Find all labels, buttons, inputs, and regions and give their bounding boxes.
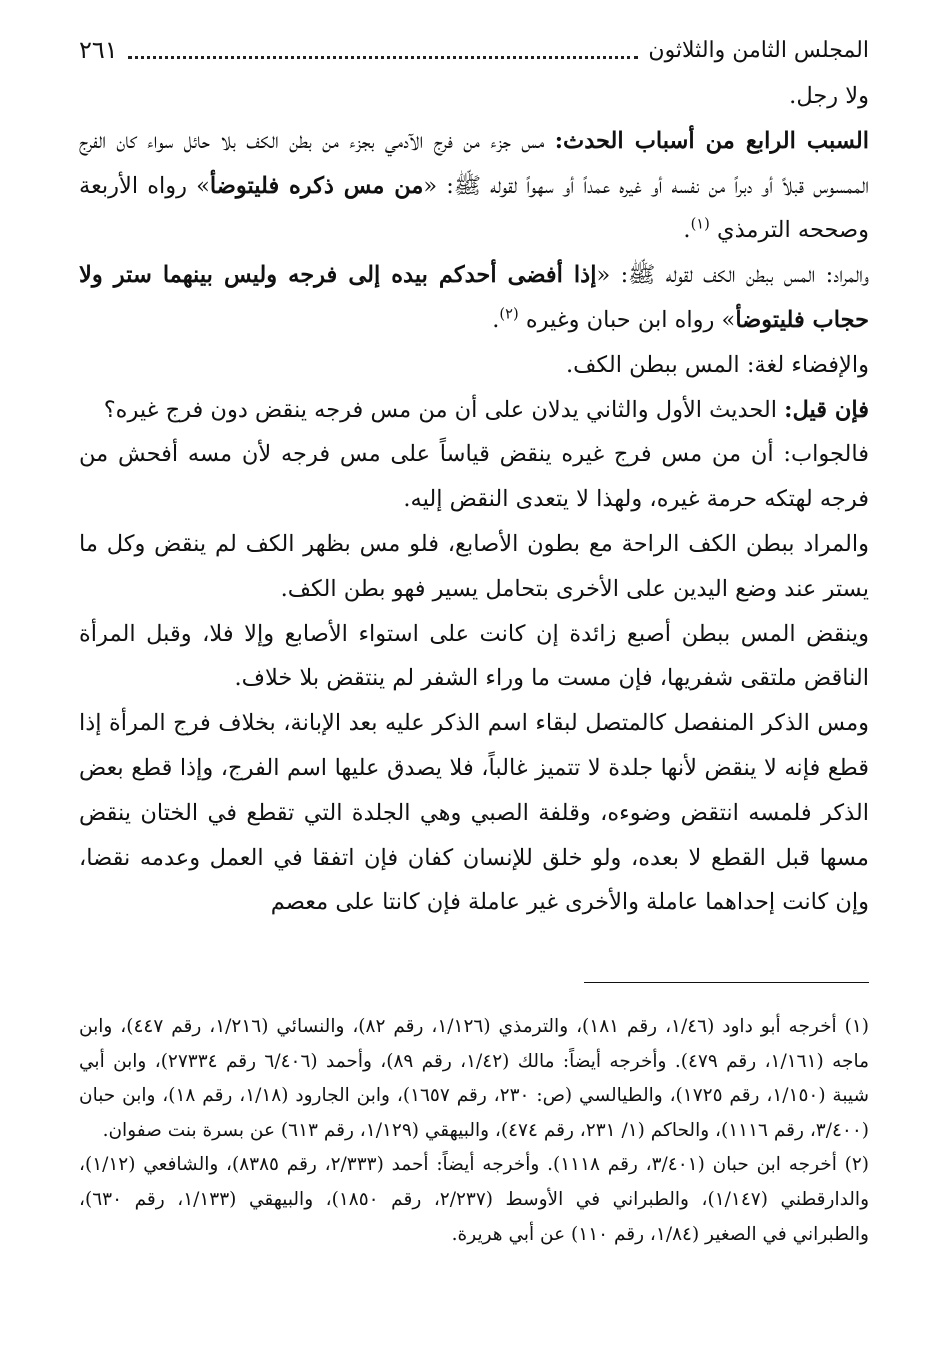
paragraph: السبب الرابع من أسباب الحدث: مس جزء من فرج الآدمي بجزء من بطن الكف بلا حائل سواء كان الفرج الممسوس قبلاً أو دبراً من نفسه أو غيره عمداً أو سهواً لقوله ﷺ: «من مس ذكره فليتوضأ» رواه الأربعة وصححه الترمذي $^{(١)}$. <box>79 127 869 244</box>
section-label: السبب الرابع من أسباب الحدث: <box>554 127 869 154</box>
paragraph: وينقض المس ببطن أصبع زائدة إن كانت على استواء الأصابع وإلا فلا، وقبل المرأة الناقض ملتقى شفريها، فإن مست ما وراء الشفر لم ينتقض بلا خلاف. <box>79 620 869 692</box>
hadith-quote: إذا أفضى أحدكم بيده إلى فرجه وليس بينهما ستر ولا حجاب فليتوضأ <box>79 262 869 333</box>
footnote-ref: (١) <box>690 215 710 233</box>
paragraph: ولا رجل. <box>789 83 869 109</box>
chapter-title: المجلس الثامن والثلاثون <box>648 37 869 63</box>
footnotes <box>79 1010 869 1252</box>
footnote-ref: (٢) <box>499 305 519 323</box>
paragraph: فالجواب: أن من مس فرج غيره ينقض قياساً على مس فرجه لأن مسه أفحش من فرجه لهتكه حرمة غيره، ولهذا لا يتعدى النقض إليه. <box>79 441 869 513</box>
paragraph: والمراد ببطن الكف الراحة مع بطون الأصابع، فلو مس بظهر الكف لم ينقض وكل ما يستر عند وضع اليدين على الأخرى بتحامل يسير فهو بطن الكف. <box>79 530 869 602</box>
page-header <box>79 30 869 70</box>
section-label: فإن قيل: <box>784 396 869 423</box>
dotted-leader <box>128 42 639 59</box>
footnote: (٢) أخرجه ابن حبان (٣/٤٠١، رقم ١١١٨). وأخرجه أيضاً: أحمد (٢/٣٣٣، رقم ٨٣٨٥)، والشافعي (١/١٢)، والدارقطني (١/١٤٧)، والطبراني في الأوسط (٢/٢٣٧، رقم ١٨٥٠)، والبيهقي (١/١٣٣، رقم ٦٣٠)، والطبراني في الصغير (١/٨٤، رقم ١١٠) عن أبي هريرة. <box>79 1154 870 1245</box>
page-number: ٢٦١ <box>79 36 118 64</box>
footnote-separator <box>584 982 869 983</box>
paragraph: والإفضاء لغة: المس ببطن الكف. <box>565 351 869 378</box>
footnote: (١) أخرجه أبو داود (١/٤٦، رقم ١٨١)، والترمذي (١/١٢٦، رقم ٨٢)، والنسائي (١/٢١٦، رقم ٤٤٧)، وابن ماجه (١/١٦١، رقم ٤٧٩). وأخرجه أيضاً: مالك (١/٤٢، رقم ٨٩)، وأحمد (٦/٤٠٦ رقم ٢٧٣٣٤)، وابن أبي شيبة (١/١٥٠، رقم ١٧٢٥)، والطيالسي (ص: ٢٣٠، رقم ١٦٥٧)، وابن الجارود (١/١٨، رقم ١٨)، وابن حبان (٣/٤٠٠، رقم ١١١٦)، والحاكم (١/ ٢٣١، رقم ٤٧٤)، والبيهقي (١/١٢٩، رقم ٦١٣) عن بسرة بنت صفوان. <box>79 1016 870 1141</box>
paragraph: فإن قيل: الحديث الأول والثاني يدلان على أن من مس فرجه ينقض دون فرج غيره؟ <box>103 396 869 423</box>
hadith-quote: من مس ذكره فليتوضأ <box>209 172 424 199</box>
main-text <box>79 74 869 925</box>
paragraph: والمراد: المس ببطن الكف لقوله ﷺ: «إذا أفضى أحدكم بيده إلى فرجه وليس بينهما ستر ولا حجاب فليتوضأ» رواه ابن حبان وغيره $^{(٢)}$. <box>79 262 869 333</box>
paragraph: ومس الذكر المنفصل كالمتصل لبقاء اسم الذكر عليه بعد الإبانة، بخلاف فرج المرأة إذا قطع فإنه لا ينقض لأنها جلدة لا تتميز غالباً، فلا يصدق عليها اسم الفرج، وإذا قطع بعض الذكر فلمسه انتقض وضوءه، وقلفة الصبي وهي الجلدة التي تقطع في الختان ينقض مسها قبل القطع لا بعده، ولو خلق للإنسان كفان فإن اتفقا في العمل وعدمه نقضا، وإن كانت إحداهما عاملة والأخرى غير عاملة فإن كانتا على معصم <box>79 710 869 916</box>
